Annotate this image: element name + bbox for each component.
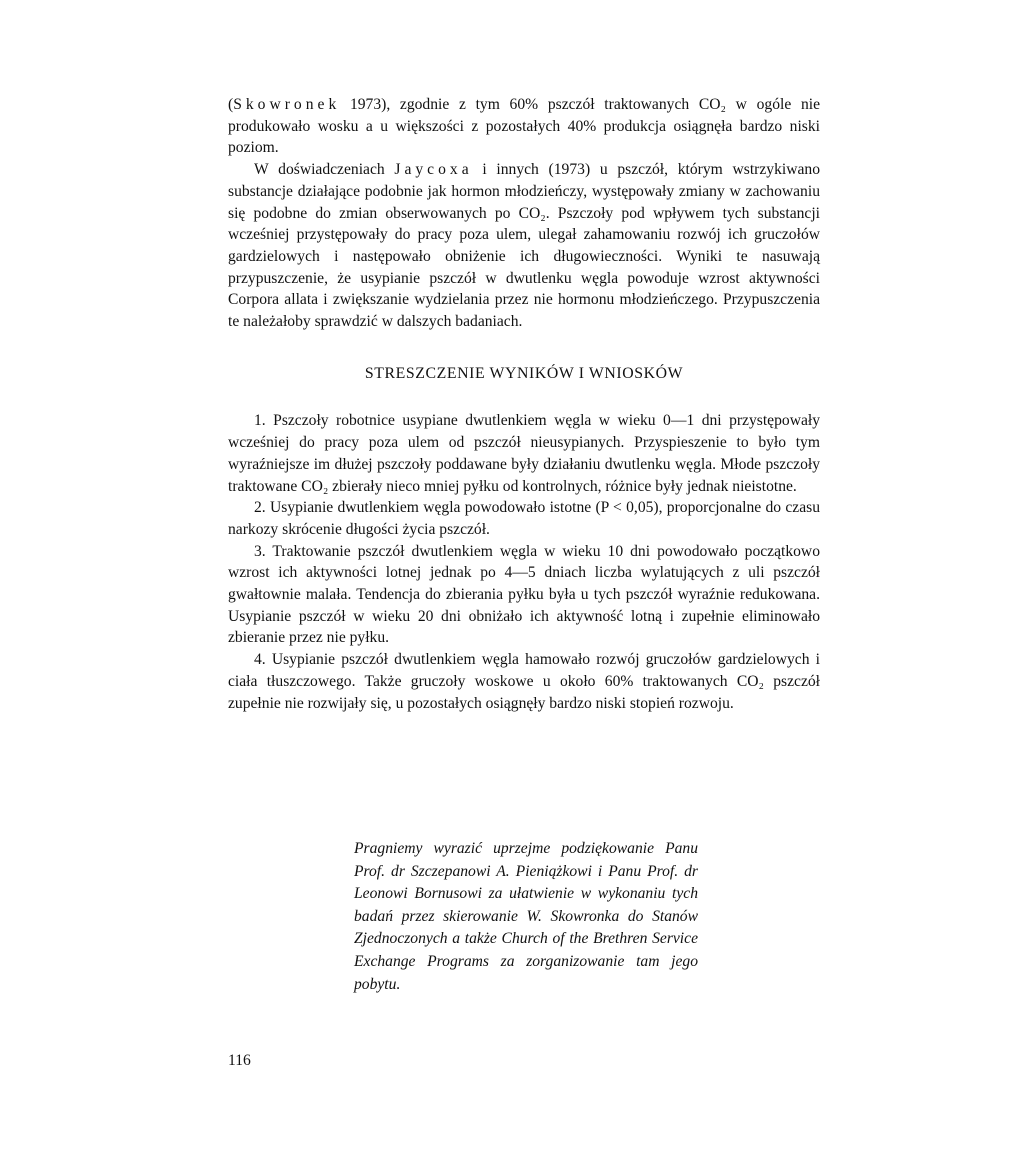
- body-text: [228, 94, 820, 714]
- paragraph-1-text: 1973), zgodnie z tym 60% pszczół traktowanych CO₂ w ogóle nie produkowało wosku a u większości z pozostałych 40% produkcja osiągnęła bardzo niski poziom.: [228, 96, 820, 157]
- paragraph-2-pre: W doświadczeniach: [254, 161, 395, 179]
- paragraph-1: (Skowronek 1973), zgodnie z tym 60% pszczół traktowanych CO₂ w ogóle nie produkowało wosku a u większości z pozostałych 40% produkcja osiągnęła bardzo niski poziom.: [228, 96, 820, 157]
- author-jaycox: Jaycoxa: [394, 161, 473, 179]
- page-number: 116: [228, 1052, 251, 1069]
- conclusion-1: 1. Pszczoły robotnice usypiane dwutlenkiem węgla w wieku 0—1 dni przystępowały wcześniej do pracy poza ulem od pszczół nieusypianych. Przyspieszenie to było tym wyraźniejsze im dłużej pszczoły poddawane były działaniu dwutlenku węgla. Młode pszczoły traktowane CO₂ zbierały nieco mniej pyłku od kontrolnych, różnice były jednak nieistotne.: [228, 412, 820, 495]
- author-skowronek: Skowronek: [233, 96, 341, 113]
- conclusion-4: 4. Usypianie pszczół dwutlenkiem węgla hamowało rozwój gruczołów gardzielowych i ciała tłuszczowego. Także gruczoły woskowe u około 60% traktowanych CO₂ pszczół zupełnie nie rozwijały się, u pozostałych osiągnęły bardzo niski stopień rozwoju.: [228, 651, 820, 712]
- conclusion-3: 3. Traktowanie pszczół dwutlenkiem węgla w wieku 10 dni powodowało początkowo wzrost ich aktywności lotnej jednak po 4—5 dniach liczba wylatujących z uli pszczół gwałtownie malała. Tendencja do zbierania pyłku była u tych pszczół wyraźnie redukowana. Usypianie pszczół w wieku 20 dni obniżało ich aktywność lotną i zupełnie eliminowało zbieranie przez nie pyłku.: [228, 542, 820, 647]
- section-heading: STRESZCZENIE WYNIKÓW I WNIOSKÓW: [364, 364, 684, 382]
- acknowledgement: Pragniemy wyrazić uprzejme podziękowanie Panu Prof. dr Szczepanowi A. Pieniążkowi i Panu Prof. dr Leonowi Bornusowi za ułatwienie w wykonaniu tych badań przez skierowanie W. Skowronka do Stanów Zjednoczonych a także Church of the Brethren Service Exchange Programs za zorganizowanie tam jego pobytu.: [354, 840, 698, 993]
- conclusion-2: 2. Usypianie dwutlenkiem węgla powodowało istotne (P < 0,05), proporcjonalne do czasu narkozy skrócenie długości życia pszczół.: [228, 499, 820, 538]
- paragraph-2: [228, 159, 820, 333]
- paragraph-2-text: i innych (1973) u pszczół, którym wstrzykiwano substancje działające podobnie jak hormon młodzieńczy, występowały zmiany w zachowaniu się podobne do zmian obserwowanych po CO₂. Pszczoły pod wpływem tych substancji wcześniej przystępowały do pracy poza ulem, ulegał zahamowaniu rozwój ich gruczołów gardzielowych i następowało obniżenie ich długowieczności. Wyniki te nasuwają przypuszczenie, że usypianie pszczół w dwutlenku węgla powoduje wzrost aktywności Corpora allata i zwiększanie wydzielania przez nie hormonu młodzieńczego. Przypuszczenia te należałoby sprawdzić w dalszych badaniach.: [228, 161, 820, 331]
